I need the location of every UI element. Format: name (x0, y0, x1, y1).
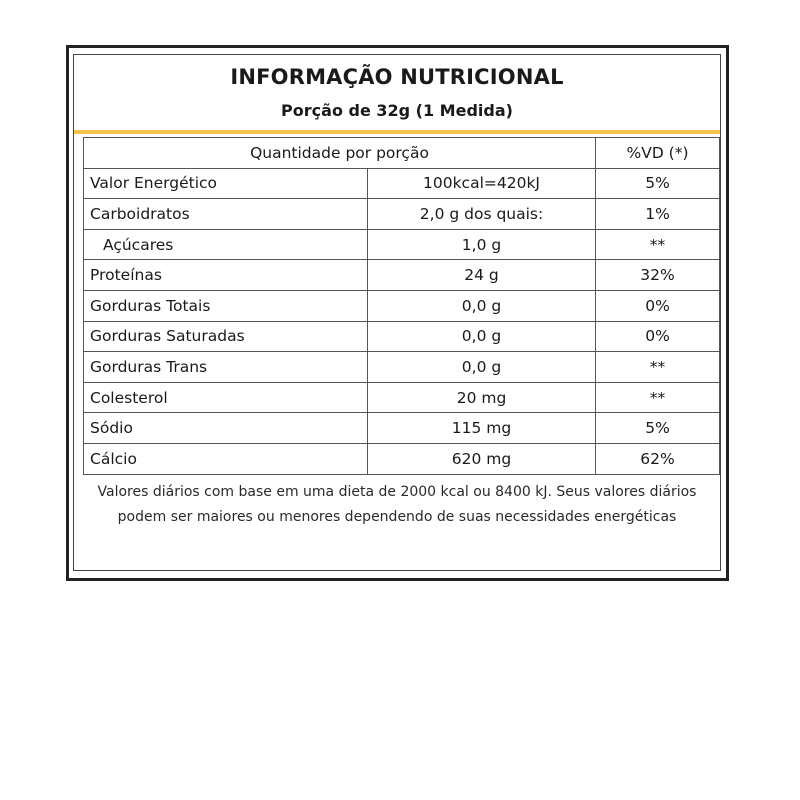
nutrient-name: Colesterol (84, 382, 368, 413)
nutrition-table (83, 137, 720, 475)
nutrient-name: Gorduras Totais (84, 290, 368, 321)
nutrient-dv: 5% (596, 413, 720, 444)
nutrient-dv: 0% (596, 290, 720, 321)
nutrient-name: Gorduras Trans (84, 352, 368, 383)
nutrient-name: Açúcares (84, 229, 368, 260)
nutrient-name: Proteínas (84, 260, 368, 291)
nutrient-dv: 5% (596, 168, 720, 199)
nutrient-dv: 62% (596, 443, 720, 474)
nutrient-amount: 0,0 g (368, 352, 596, 383)
nutrient-amount: 620 mg (368, 443, 596, 474)
label-title: INFORMAÇÃO NUTRICIONAL (230, 65, 564, 89)
table-row (84, 443, 720, 474)
table-row (84, 382, 720, 413)
daily-values-footnote: Valores diários com base em uma dieta de 2000 kcal ou 8400 kJ. Seus valores diários podem ser maiores ou menores dependendo de suas necessidades energéticas (97, 484, 697, 525)
accent-divider (74, 130, 720, 134)
nutrient-dv: 0% (596, 321, 720, 352)
nutrient-amount: 115 mg (368, 413, 596, 444)
table-row (84, 260, 720, 291)
column-header-quantity: Quantidade por porção (84, 138, 596, 169)
nutrition-label (66, 45, 729, 581)
nutrient-amount: 20 mg (368, 382, 596, 413)
nutrient-dv: ** (596, 229, 720, 260)
nutrition-label-inner (73, 54, 721, 571)
nutrient-amount: 0,0 g (368, 290, 596, 321)
nutrient-name: Valor Energético (84, 168, 368, 199)
nutrient-name: Sódio (84, 413, 368, 444)
nutrient-dv: 32% (596, 260, 720, 291)
nutrient-dv: ** (596, 352, 720, 383)
table-row (84, 168, 720, 199)
table-row (84, 199, 720, 230)
nutrient-dv: ** (596, 382, 720, 413)
column-header-dv: %VD (*) (596, 138, 720, 169)
table-row (84, 290, 720, 321)
nutrient-name: Carboidratos (84, 199, 368, 230)
table-header-row (84, 138, 720, 169)
table-row (84, 229, 720, 260)
nutrient-dv: 1% (596, 199, 720, 230)
nutrient-amount: 100kcal=420kJ (368, 168, 596, 199)
table-row (84, 321, 720, 352)
table-row (84, 352, 720, 383)
nutrient-amount: 0,0 g (368, 321, 596, 352)
nutrient-name: Cálcio (84, 443, 368, 474)
nutrient-amount: 1,0 g (368, 229, 596, 260)
nutrient-name: Gorduras Saturadas (84, 321, 368, 352)
nutrient-amount: 2,0 g dos quais: (368, 199, 596, 230)
nutrient-amount: 24 g (368, 260, 596, 291)
serving-size: Porção de 32g (1 Medida) (281, 101, 513, 120)
table-row (84, 413, 720, 444)
